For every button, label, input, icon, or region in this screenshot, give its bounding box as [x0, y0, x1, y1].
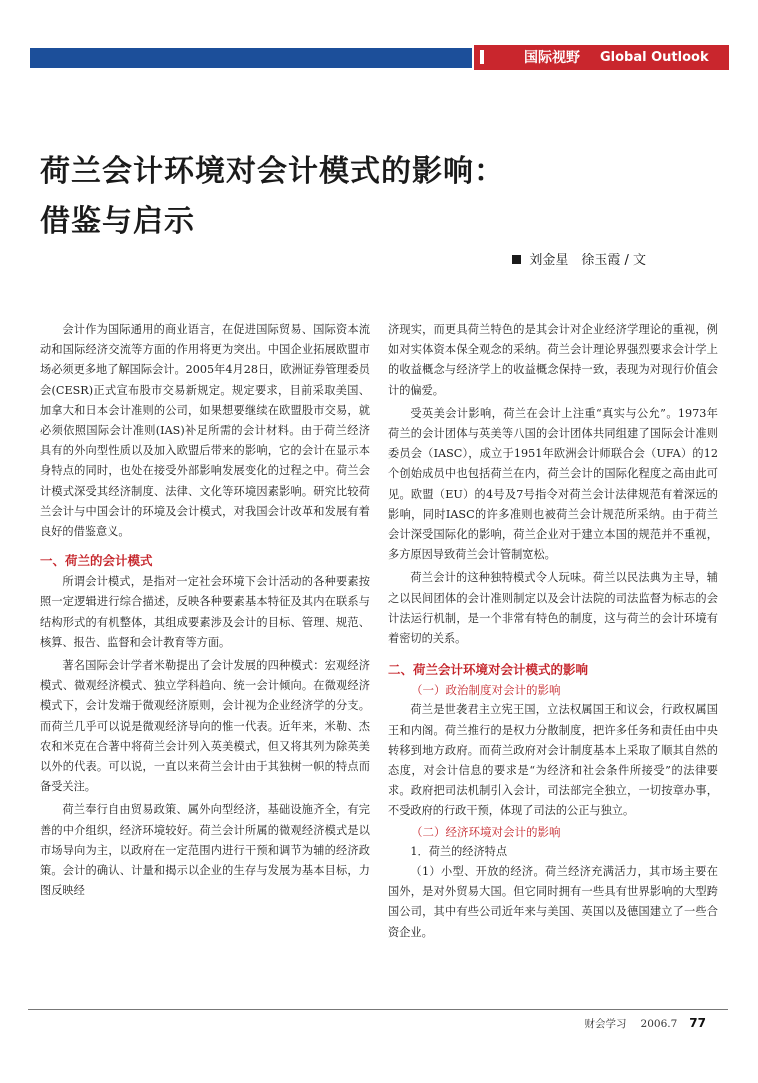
section-heading-2: 二、荷兰会计环境对会计模式的影响	[388, 662, 589, 678]
issue-date: 2006.7	[640, 1018, 678, 1030]
byline	[512, 249, 646, 268]
header-blue-bar	[30, 48, 472, 68]
paragraph: 荷兰会计的这种独特模式令人玩味。荷兰以民法典为主导，辅之以民间团体的会计准则制定以及会计法院的司法监督为标志的会计法运行机制，是一个非常有特色的制度，这与荷兰的会计环境有着密切的关系。	[388, 571, 718, 646]
paragraph: 济现实，而更具荷兰特色的是其会计对企业经济学理论的重视，例如对实体资本保全观念的采纳。荷兰会计理论界强烈要求会计学上的收益概念与经济学上的收益概念保持一致，表现为对现行价值会计的偏爱。	[388, 323, 718, 397]
page-footer	[585, 1016, 706, 1031]
footer-rule	[28, 1009, 728, 1010]
journal-name: 财会学习	[584, 1018, 627, 1030]
byline-square-icon	[512, 255, 521, 264]
paragraph: 荷兰奉行自由贸易政策、属外向型经济，基础设施齐全，有完善的中介组织，经济环境较好。荷兰会计所属的微观经济模式是以市场导向为主，以政府在一定范围内进行干预和调节为辅的经济政策。会计的确认、计量和揭示以企业的生存与发展为基本目标，力图反映经	[40, 803, 370, 898]
paragraph: 著名国际会计学者米勒提出了会计发展的四种模式：宏观经济模式、微观经济模式、独立学科趋向、统一会计倾向。在微观经济模式下，会计发端于微观经济原则，会计视为企业经济学的分支。而荷兰几乎可以说是微观经济导向的惟一代表。近年来，米勒、杰农和米克在合著中将荷兰会计列入英美模式，但又将其列为除英美以外的代表。可以说，一直以来荷兰会计由于其独树一帜的特点而备受关注。	[40, 659, 370, 794]
subsection-heading-1: （一）政治制度对会计的影响	[411, 683, 561, 698]
paragraph: 荷兰是世袭君主立宪王国，立法权属国王和议会，行政权属国王和内阁。荷兰推行的是权力分散制度，把许多任务和责任由中央转移到地方政府。而荷兰政府对会计制度基本上采取了顺其自然的态度，对会计信息的要求是“为经济和社会条件所接受”的法律要求。政府把司法机制引入会计，司法部完全独立，一切按章办事，不受政府的行政干预，体现了司法的公正与独立。	[388, 703, 718, 818]
paragraph: （1）小型、开放的经济。荷兰经济充满活力，其市场主要在国外，是对外贸易大国。但它同时拥有一些具有世界影响的大型跨国公司，其中有些公司近年来与美国、英国以及德国建立了一些合资企业。	[388, 865, 718, 939]
column-name-en: Global Outlook	[600, 50, 709, 65]
page-number: 77	[689, 1016, 706, 1030]
paragraph: 所谓会计模式，是指对一定社会环境下会计活动的各种要素按照一定逻辑进行综合描述，反映各种要素基本特征及其内在联系与结构形式的有机整体，其组成要素涉及会计的目标、管理、规范、核算、报告、监督和会计教育等方面。	[40, 575, 370, 649]
list-item-heading: 1．荷兰的经济特点	[410, 844, 508, 858]
byline-authors: 刘金星 徐玉霞 / 文	[529, 253, 646, 268]
subsection-heading-2: （二）经济环境对会计的影响	[411, 824, 561, 839]
section-heading-1: 一、荷兰的会计模式	[40, 553, 153, 569]
header-tab-marker	[480, 50, 484, 64]
right-column	[388, 320, 718, 943]
column-name-cn: 国际视野	[524, 50, 580, 66]
paragraph: 会计作为国际通用的商业语言，在促进国际贸易、国际资本流动和国际经济交流等方面的作用将更为突出。中国企业拓展欧盟市场必须更多地了解国际会计。2005年4月28日，欧洲证券管理委员会(CESR)正式宣布股市交易新规定。规定要求，目前采取美国、加拿大和日本会计准则的公司，如果想要继续在欧盟股市交易，就必须依照国际会计准则(IAS)补足所需的会计材料。由于荷兰经济具有的外向型性质以及加入欧盟后带来的影响，它的会计在显示本身特点的同时，也处在接受外部影响发展变化的过程之中。荷兰会计模式深受其经济制度、法律、文化等环境因素影响。研究比较荷兰会计与中国会计的环境及会计模式，对我国会计改革和发展有着良好的借鉴意义。	[40, 323, 370, 539]
left-column	[40, 320, 370, 901]
article-title-line2: 借鉴与启示	[40, 204, 195, 239]
paragraph: 受英美会计影响，荷兰在会计上注重“真实与公允”。1973年荷兰的会计团体与英美等八国的会计团体共同组建了国际会计准则委员会（IASC），成立于1951年欧洲会计师联合会（UFA）的12个创始成员中也包括荷兰在内，荷兰会计的国际化程度之高由此可见。欧盟（EU）的4号及7号指令对荷兰会计法律规范有着深远的影响，同时IASC的许多准则也被荷兰会计规范所采纳。由于荷兰会计深受国际化的影响，荷兰企业对于建立本国的规范并不重视，多方原因导致荷兰会计管制宽松。	[388, 406, 718, 562]
article-title-line1: 荷兰会计环境对会计模式的影响：	[40, 154, 505, 189]
